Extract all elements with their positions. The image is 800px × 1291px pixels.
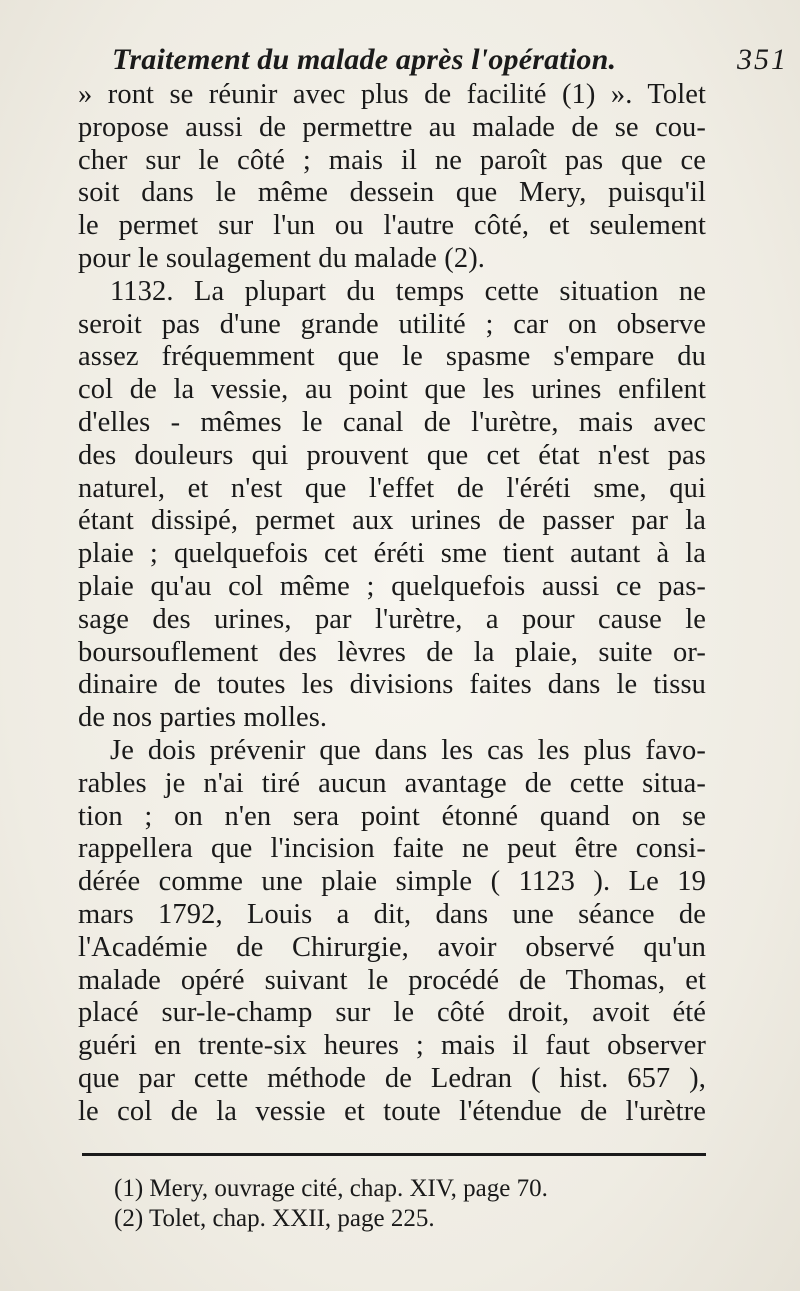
text-line: pour le soulagement du malade (2). (78, 242, 486, 274)
text-line: plaie qu'au col même ; quelquefois aussi ce pas- (78, 570, 706, 602)
text-line: guéri en trente-six heures ; mais il faut observer (78, 1030, 706, 1062)
text-line: des douleurs qui prouvent que cet état n'est pas (78, 439, 706, 471)
footnote-rule (82, 1153, 706, 1156)
text-line: plaie ; quelquefois cet éréti sme tient autant à la (78, 538, 706, 570)
text-line: rappellera que l'incision faite ne peut être consi- (78, 833, 706, 865)
text-line: d'elles - mêmes le canal de l'urètre, mais avec (78, 406, 706, 438)
text-line: de nos parties molles. (78, 702, 328, 734)
text-line: naturel, et n'est que l'effet de l'éréti sme, qui (78, 472, 706, 504)
text-line: assez fréquemment que le spasme s'empare du (78, 341, 706, 373)
text-line: soit dans le même dessein que Mery, puisqu'il (78, 177, 706, 209)
text-line: » ront se réunir avec plus de facilité (1) ». Tolet (78, 79, 706, 110)
text-line: mars 1792, Louis a dit, dans une séance de (78, 898, 706, 930)
body-text (78, 79, 706, 1129)
text-line: rables je n'ai tiré aucun avantage de cette situa- (78, 767, 706, 799)
text-line: le permet sur l'un ou l'autre côté, et seulement (78, 210, 706, 242)
running-head (112, 40, 792, 80)
text-line: placé sur-le-champ sur le côté droit, avoit été (78, 997, 706, 1029)
footnotes (114, 1174, 674, 1234)
text-line: tion ; on n'en sera point étonné quand on se (78, 800, 706, 832)
text-line: seroit pas d'une grande utilité ; car on observe (78, 308, 706, 340)
text-line: l'Académie de Chirurgie, avoir observé qu'un (78, 931, 706, 963)
text-line: Je dois prévenir que dans les cas les plus favo- (110, 734, 706, 766)
text-line: col de la vessie, au point que les urines enfilent (78, 374, 706, 406)
text-line: 1132. La plupart du temps cette situation ne (110, 275, 706, 307)
text-line: le col de la vessie et toute l'étendue de l'urètre (78, 1095, 706, 1127)
text-line: que par cette méthode de Ledran ( hist. 657 ), (78, 1062, 706, 1094)
text-line: dérée comme une plaie simple ( 1123 ). Le 19 (78, 866, 706, 898)
running-title: Traitement du malade après l'opération. (112, 43, 617, 76)
text-line: propose aussi de permettre au malade de se cou- (78, 111, 706, 143)
text-line: malade opéré suivant le procédé de Thomas, et (78, 964, 706, 996)
text-line: boursouflement des lèvres de la plaie, suite or- (78, 636, 706, 668)
text-line: dinaire de toutes les divisions faites dans le tissu (78, 669, 706, 701)
text-line: étant dissipé, permet aux urines de passer par la (78, 505, 706, 537)
text-line: cher sur le côté ; mais il ne paroît pas que ce (78, 144, 706, 176)
footnote-2: (2) Tolet, chap. XXII, page 225. (114, 1205, 435, 1232)
page-number: 351 (737, 43, 788, 76)
text-line: sage des urines, par l'urètre, a pour cause le (78, 603, 706, 635)
footnote-1: (1) Mery, ouvrage cité, chap. XIV, page 70. (114, 1175, 548, 1202)
